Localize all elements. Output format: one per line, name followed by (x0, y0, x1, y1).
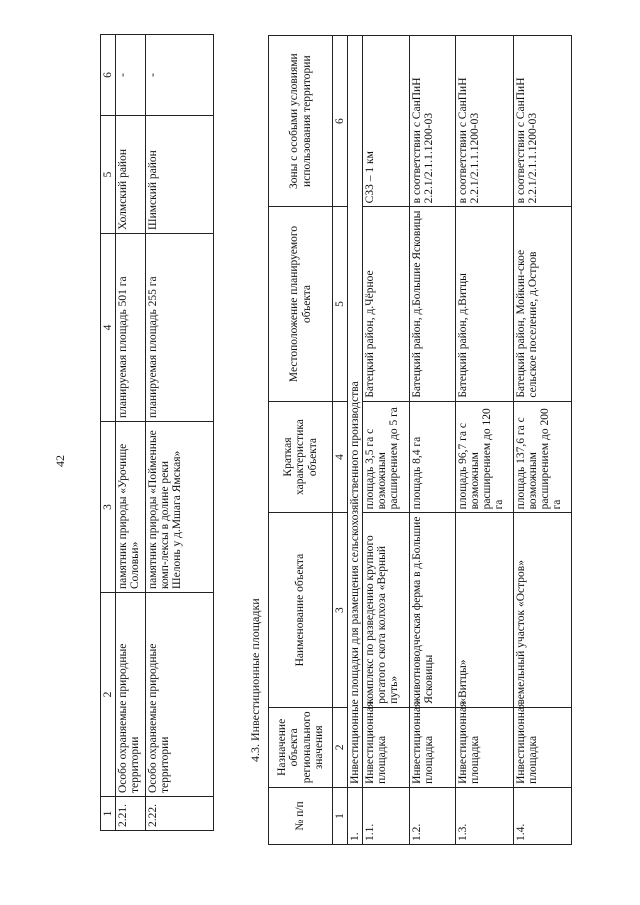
table-row (410, 36, 456, 845)
table-cell: площадь 8,4 га (410, 401, 456, 513)
table-cell: - (116, 35, 146, 116)
table-cell: в соответствии с СанПиН 2.2.1/2.1.1.1200-03 (514, 36, 572, 207)
table-row (456, 36, 514, 845)
row-number: 1.1. (363, 787, 410, 844)
table-cell: Батецкий район, д.Большие Ясковицы (410, 207, 456, 401)
column-header: Краткая характеристика объекта (269, 401, 333, 513)
column-header: Местоположение планируемого объекта (269, 207, 333, 401)
table1-header-cell: 3 (101, 422, 116, 593)
column-number: 3 (333, 513, 348, 707)
table-row (116, 35, 146, 831)
table-cell: Особо охраняемые природные территории (116, 593, 146, 797)
row-number: 1.3. (456, 787, 514, 844)
table-cell: площадь 137,6 га с возможным расширением до 200 га (514, 401, 572, 513)
table-cell: Инвестиционная площадка (410, 707, 456, 787)
table1-header-cell: 1 (101, 797, 116, 831)
table-cell: в соответствии с СанПиН 2.2.1/2.1.1.1200-03 (456, 36, 514, 207)
continuation-table (100, 34, 214, 831)
row-number: 1. (348, 787, 363, 844)
table1-header-cell: 6 (101, 35, 116, 116)
row-number: 1.2. (410, 787, 456, 844)
column-number: 2 (333, 707, 348, 787)
table-cell: Инвестиционная площадка (514, 707, 572, 787)
table1-header-cell: 2 (101, 593, 116, 797)
table-cell: Инвестиционная площадка (363, 707, 410, 787)
table1-header-cell: 5 (101, 116, 116, 234)
column-header: Наименование объекта (269, 513, 333, 707)
row-number: 1.4. (514, 787, 572, 844)
table-cell: планируемая площадь 501 га (116, 234, 146, 422)
table-cell: памятник природы «Урочище Соловьи» (116, 422, 146, 593)
table-cell: площадь 3,5 га с возможным расширением до 5 га (363, 401, 410, 513)
table-cell: планируемая площадь 255 га (146, 234, 214, 422)
table-cell: земельный участок «Остров» (514, 513, 572, 707)
table-cell: площадь 96,7 га с возможным расширением до 120 га (456, 401, 514, 513)
table-cell: СЗЗ – 1 км (363, 36, 410, 207)
section-title: 4.3. Инвестиционные площадки (248, 598, 262, 762)
table-cell: Инвестиционная площадка (456, 707, 514, 787)
table-row (363, 36, 410, 845)
table-cell: Шимский район (146, 116, 214, 234)
column-header: Зоны с особыми условиями использования территории (269, 36, 333, 207)
row-number: 2.21. (116, 797, 146, 831)
group-title: Инвестиционные площадки для размещения сельскохозяйственного производства (348, 36, 363, 788)
table-cell: Батецкий район, д.Витцы (456, 207, 514, 401)
column-number: 4 (333, 401, 348, 513)
table-cell: - (146, 35, 214, 116)
table-cell: животноводческая ферма в д.Большие Ясковицы (410, 513, 456, 707)
table-cell: памятник природы «Пойменные комп-лексы в долине реки Шелонь у д.Мшага Ямская» (146, 422, 214, 593)
table-cell: «Витцы» (456, 513, 514, 707)
group-row (348, 36, 363, 845)
column-number: 6 (333, 36, 348, 207)
column-header: № п/п (269, 787, 333, 844)
table-row (514, 36, 572, 845)
column-number: 5 (333, 207, 348, 401)
table-cell: в соответствии с СанПиН 2.2.1/2.1.1.1200-03 (410, 36, 456, 207)
page-number: 42 (53, 455, 67, 467)
table-cell: Особо охраняемые природные территории (146, 593, 214, 797)
investment-sites-table (268, 35, 572, 845)
table-cell: Холмский район (116, 116, 146, 234)
table-cell: Батецкий район, Мойкин-ское сельское поселение, д.Остров (514, 207, 572, 401)
row-number: 2.22. (146, 797, 214, 831)
table1-header-cell: 4 (101, 234, 116, 422)
table-row (146, 35, 214, 831)
column-number: 1 (333, 787, 348, 844)
table-cell: комплекс по разведению крупного рогатого скота колхоза «Верный путь» (363, 513, 410, 707)
table-cell: Батецкий район, д.Чёрное (363, 207, 410, 401)
column-header: Назначение объекта регионального значения (269, 707, 333, 787)
